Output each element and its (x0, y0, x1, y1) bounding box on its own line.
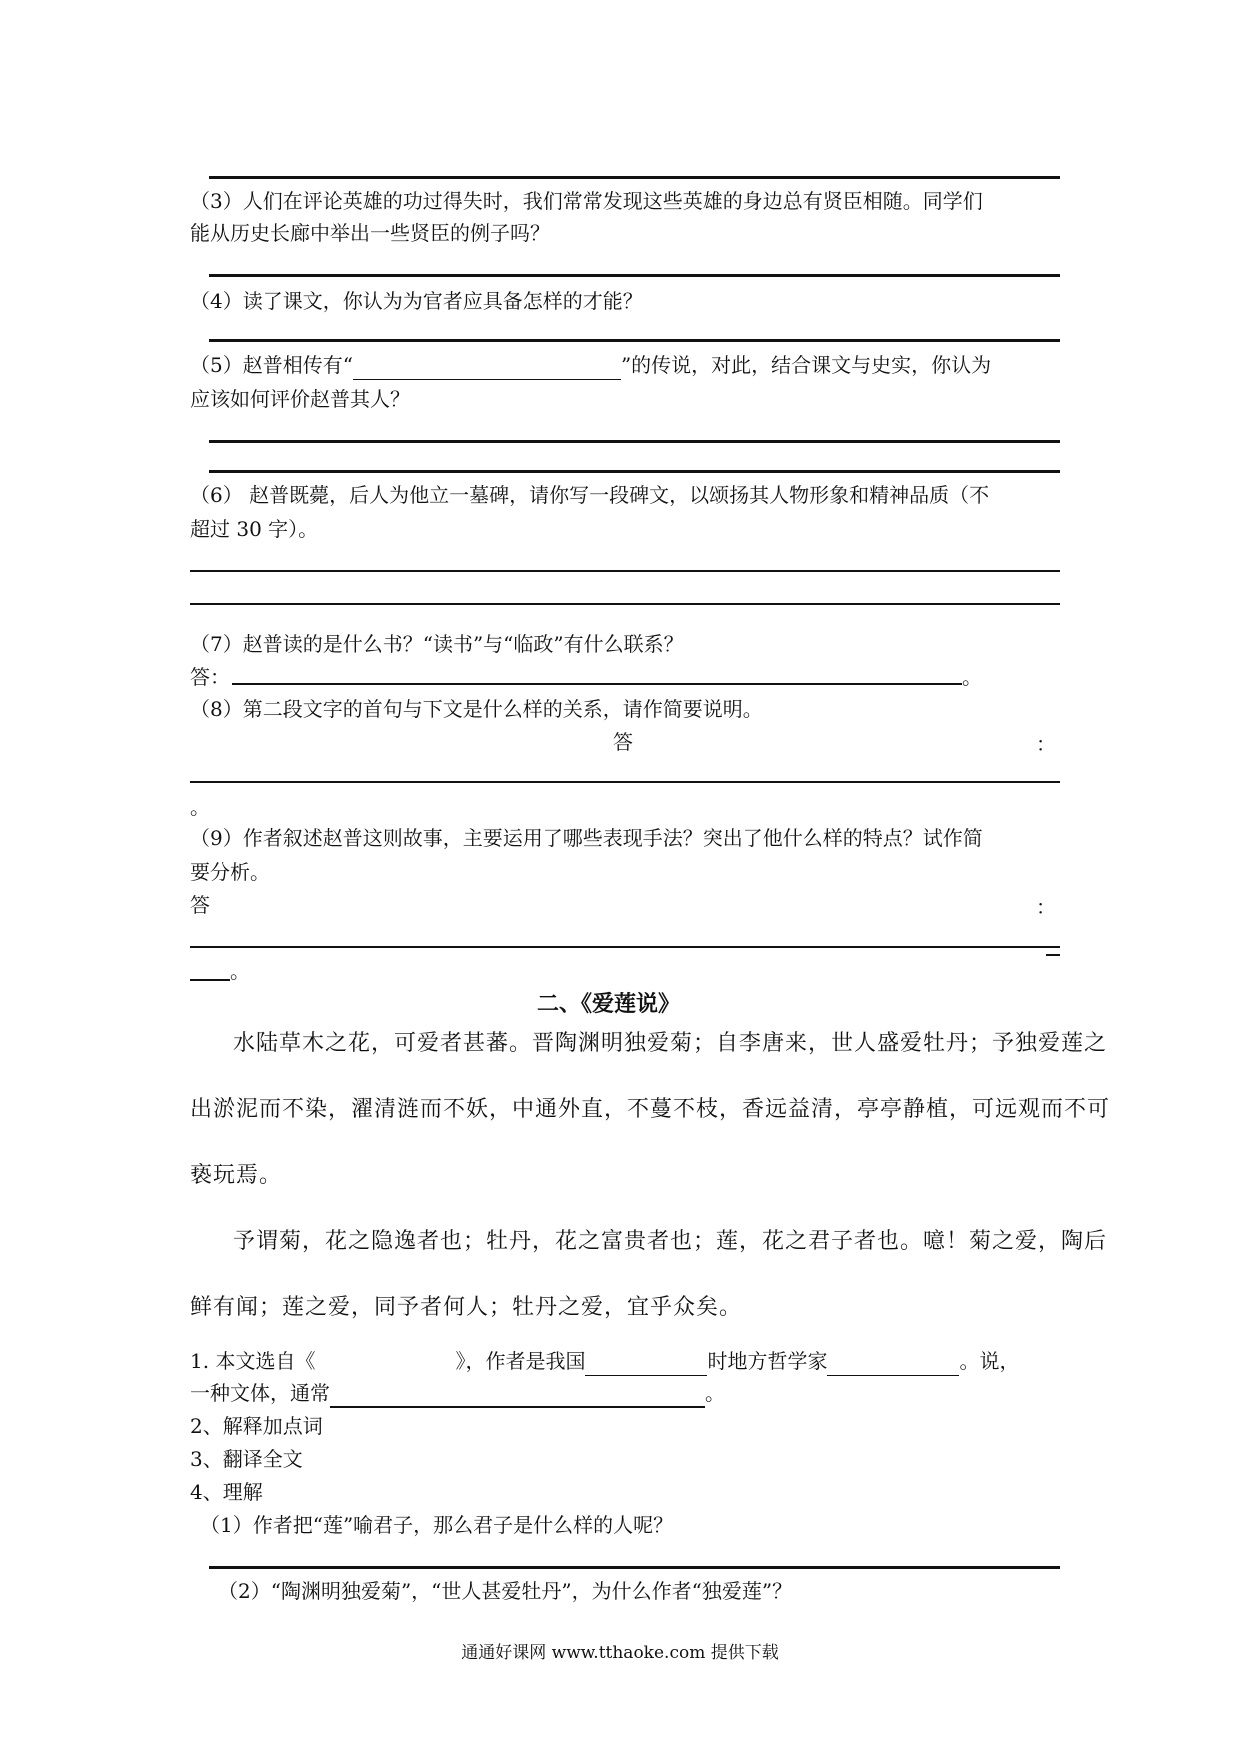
question-3-line1: （3）人们在评论英雄的功过得失时，我们常常发现这些英雄的身边总有贤臣相随。同学们 (190, 189, 983, 213)
answer-line (209, 176, 1060, 179)
exercise-1-text: 。说， (959, 1349, 1020, 1373)
page-footer: 通通好课网 www.tthaoke.com 提供下载 (461, 1643, 779, 1663)
exercise-1-text: 时地方哲学家 (707, 1349, 828, 1373)
passage-paragraph-1-line-1: 水陆草木之花，可爱者甚蕃。晋陶渊明独爱菊；自李唐来，世人盛爱牡丹；予独爱莲之 (233, 1031, 1108, 1056)
exercise-4: 4、理解 (190, 1480, 263, 1504)
question-4: （4）读了课文，你认为为官者应具备怎样的才能？ (190, 289, 643, 313)
exercise-1-text: 。 (705, 1381, 725, 1405)
question-9-line2: 要分析。 (190, 860, 270, 884)
answer-line (190, 570, 1060, 572)
section-title: 二、《爱莲说》 (537, 992, 681, 1017)
question-8-answer-end: 。 (190, 795, 210, 819)
exercise-1-text: 1. 本文选自《 (190, 1349, 316, 1373)
answer-line (190, 979, 230, 981)
fill-blank[interactable] (827, 1353, 959, 1376)
question-9-answer-end: 。 (230, 959, 250, 983)
question-9-answer-colon: ： (1036, 895, 1056, 919)
question-3-line2: 能从历史长廊中举出一些贤臣的例子吗？ (190, 221, 550, 245)
question-5-prefix: （5）赵普相传有“ (190, 353, 353, 377)
exercise-4-1: （1）作者把“莲”喻君子，那么君子是什么样的人呢？ (200, 1513, 674, 1537)
fill-blank[interactable] (353, 357, 621, 380)
question-7-answer-end: 。 (962, 665, 982, 689)
answer-line (209, 274, 1060, 277)
fill-blank[interactable] (330, 1384, 705, 1408)
question-7: （7）赵普读的是什么书？“读书”与“临政”有什么联系？ (190, 632, 684, 656)
answer-line (190, 946, 1060, 948)
exercise-3: 3、翻译全文 (190, 1447, 303, 1471)
fill-blank[interactable] (315, 1354, 455, 1376)
question-8-answer-colon: ： (1036, 732, 1056, 756)
exercise-2: 2、解释加点词 (190, 1414, 323, 1438)
answer-line (232, 683, 962, 685)
question-5-line2: 应该如何评价赵普其人？ (190, 387, 410, 411)
answer-line (209, 470, 1060, 473)
passage-paragraph-2-line-1: 予谓菊，花之隐逸者也；牡丹，花之富贵者也；莲，花之君子者也。噫！菊之爱，陶后 (233, 1229, 1108, 1254)
answer-line (209, 339, 1060, 342)
question-6-line2: 超过 30 字）。 (190, 517, 319, 541)
question-7-answer-label: 答： (190, 665, 230, 689)
answer-line (1046, 954, 1060, 956)
question-6-line1: （6） 赵普既薨，后人为他立一墓碑，请你写一段碑文，以颂扬其人物形象和精神品质（不 (190, 483, 990, 507)
answer-line (190, 781, 1060, 783)
question-5-suffix: ”的传说，对此，结合课文与史实，你认为 (620, 353, 992, 377)
answer-line (190, 603, 1060, 605)
question-9-answer-label: 答 (190, 893, 210, 917)
answer-line (209, 440, 1060, 443)
question-8-answer-label: 答 (613, 730, 633, 754)
exercise-1-text: 》，作者是我国 (455, 1349, 586, 1373)
passage-paragraph-1-line-2: 出淤泥而不染，濯清涟而不妖，中通外直，不蔓不枝，香远益清，亭亭静植，可远观而不可 (190, 1097, 1111, 1122)
fill-blank[interactable] (585, 1353, 707, 1376)
answer-line (209, 1566, 1060, 1569)
question-8: （8）第二段文字的首句与下文是什么样的关系，请作简要说明。 (190, 697, 763, 721)
exercise-1-line2 (190, 1378, 725, 1408)
question-9-line1: （9）作者叙述赵普这则故事，主要运用了哪些表现手法？突出了他什么样的特点？试作简 (190, 826, 983, 850)
question-5-line1 (190, 350, 991, 380)
exercise-4-2: （2）“陶渊明独爱菊”，“世人甚爱牡丹”，为什么作者“独爱莲”？ (218, 1579, 793, 1603)
passage-paragraph-2-line-2: 鲜有闻；莲之爱，同予者何人；牡丹之爱，宜乎众矣。 (190, 1295, 743, 1320)
exercise-1-line1 (190, 1346, 1019, 1376)
passage-paragraph-1-line-3: 亵玩焉。 (190, 1163, 283, 1188)
exercise-1-text: 一种文体，通常 (190, 1381, 330, 1405)
